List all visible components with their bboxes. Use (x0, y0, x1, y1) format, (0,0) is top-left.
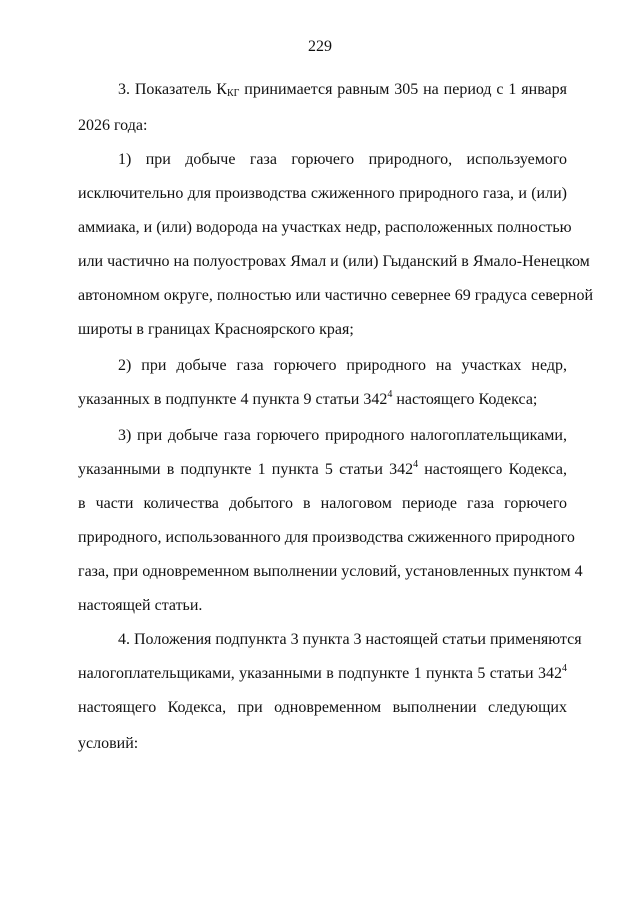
item-3-line-2: указанными в подпункте 1 пункта 5 статьи $342^4$ настоящего Кодекса, (78, 459, 568, 478)
paragraph-4-line-1: 4. Положения подпункта 3 пункта 3 настоящей статьи применяются (118, 631, 582, 648)
paragraph-4-line-4: условий: (78, 735, 139, 752)
paragraph-3-line-2: 2026 года: (78, 117, 148, 134)
item-2-line-2: указанных в подпункте 4 пункта 9 статьи $342^4$ настоящего Кодекса; (78, 389, 538, 408)
item-3-line-4: природного, использованного для производства сжиженного природного (78, 529, 575, 546)
item-3-line-5: газа, при одновременном выполнении условий, установленных пунктом 4 (78, 563, 583, 580)
item-1-line-6: широты в границах Красноярского края; (78, 321, 354, 338)
item-3-line-1: 3) при добыче газа горючего природного налогоплательщиками, (118, 427, 567, 444)
item-1-line-5: автономном округе, полностью или частично севернее 69 градуса северной (78, 287, 593, 304)
item-3-line-3: в части количества добытого в налоговом периоде газа горючего (78, 495, 567, 512)
item-3-line-6: настоящей статьи. (78, 597, 203, 614)
item-1-line-4: или частично на полуостровах Ямал и (или) Гыданский в Ямало-Ненецком (78, 253, 590, 270)
paragraph-4-line-2: налогоплательщиками, указанными в подпункте 1 пункта 5 статьи $342^4$ (78, 663, 567, 682)
item-1-line-3: аммиака, и (или) водорода на участках недр, расположенных полностью (78, 219, 572, 236)
item-2-line-1: 2) при добыче газа горючего природного на участках недр, (118, 357, 567, 374)
page-number: 229 (308, 38, 332, 55)
paragraph-4-line-3: настоящего Кодекса, при одновременном выполнении следующих (78, 699, 567, 716)
item-1-line-1: 1) при добыче газа горючего природного, используемого (118, 151, 567, 168)
item-1-line-2: исключительно для производства сжиженного природного газа, и (или) (78, 185, 567, 202)
paragraph-3-line-1: 3. Показатель $К_{КГ}$ принимается равным 305 на период с 1 января (118, 81, 567, 99)
